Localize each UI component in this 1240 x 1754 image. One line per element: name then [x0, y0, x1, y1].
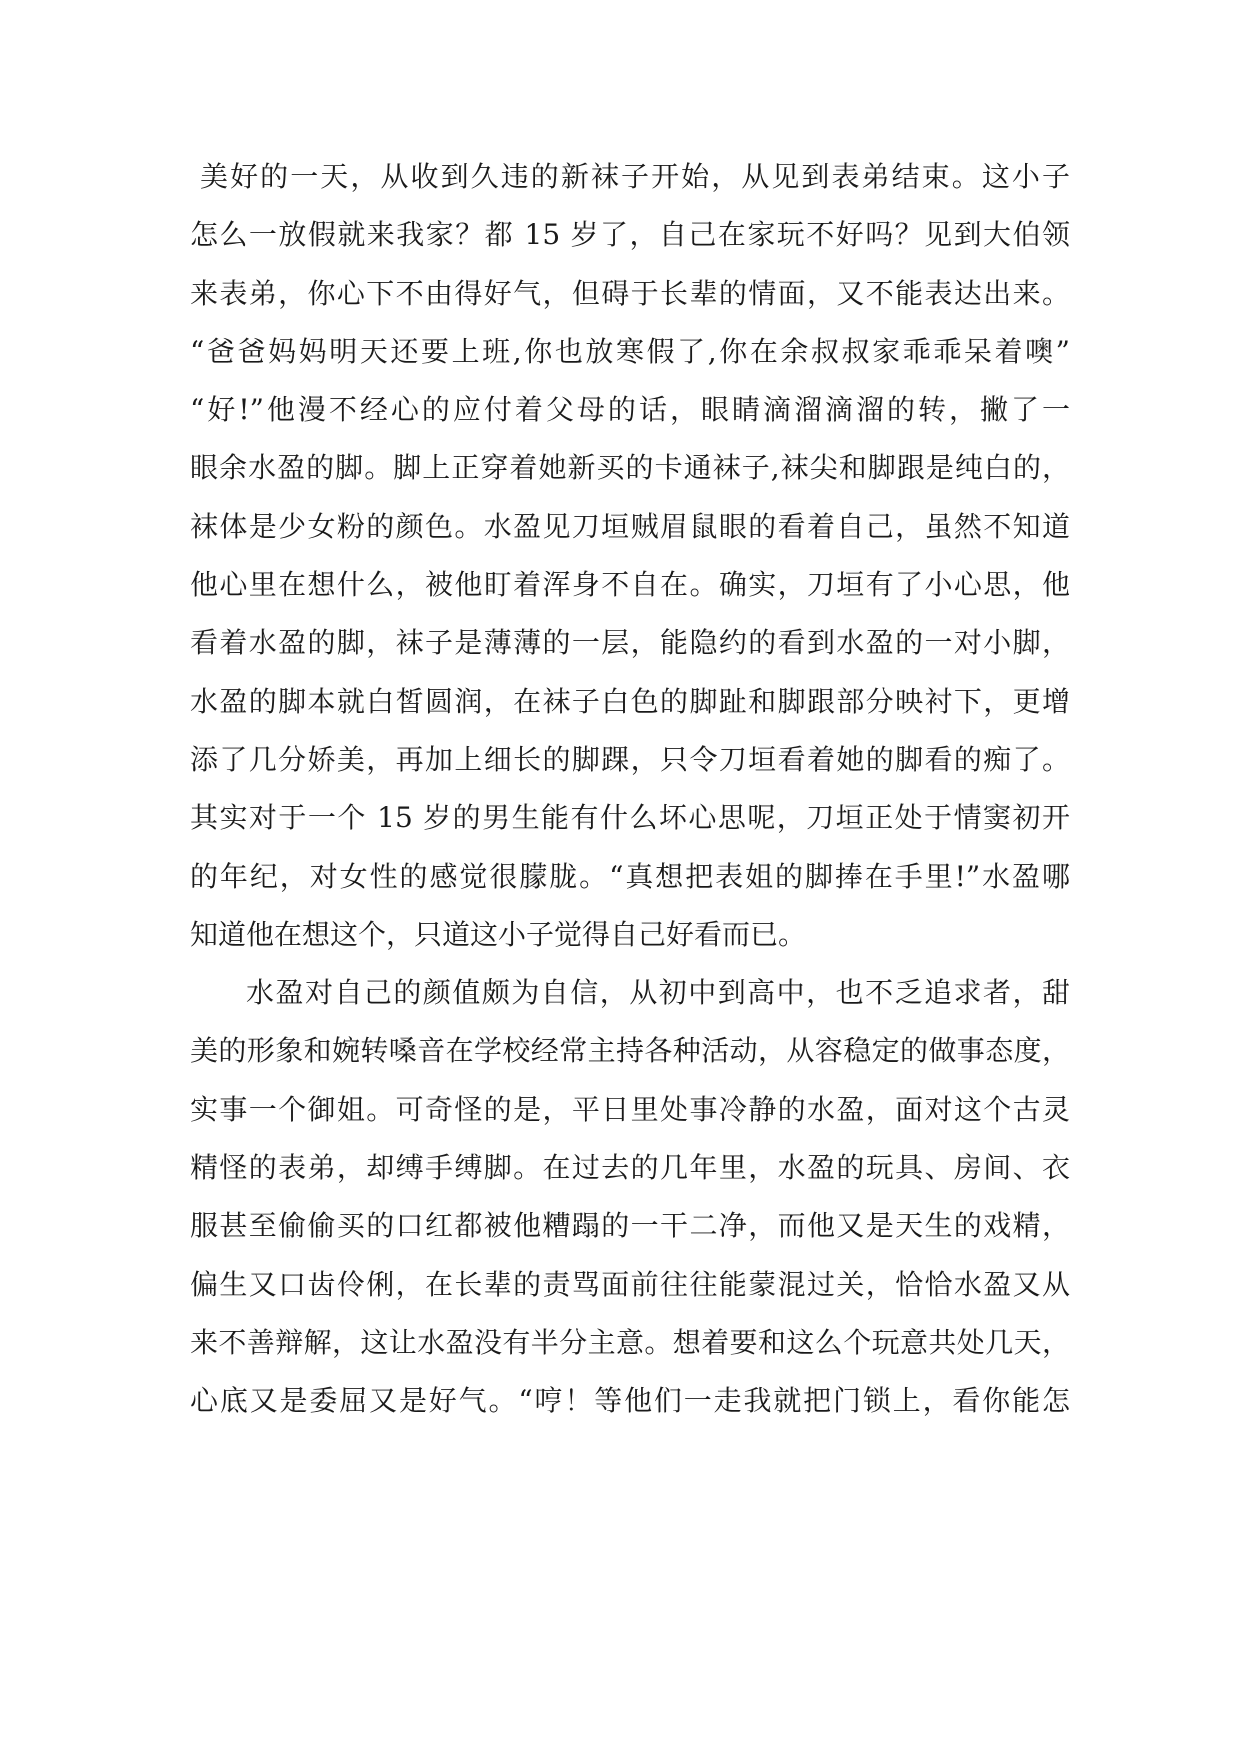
text-line: 来不善辩解，这让水盈没有半分主意。想着要和这么个玩意共处几天， [190, 1325, 1070, 1359]
text-line: 来表弟，你心下不由得好气，但碍于长辈的情面，又不能表达出来。 [190, 276, 1070, 310]
text-line: 水盈的脚本就白皙圆润，在袜子白色的脚趾和脚跟部分映衬下，更增 [190, 684, 1070, 718]
text-line: 袜体是少女粉的颜色。水盈见刀垣贼眉鼠眼的看着自己，虽然不知道 [190, 509, 1070, 543]
text-line: 偏生又口齿伶俐，在长辈的责骂面前往往能蒙混过关，恰恰水盈又从 [190, 1267, 1070, 1301]
text-line: 眼余水盈的脚。脚上正穿着她新买的卡通袜子,袜尖和脚跟是纯白的， [190, 451, 1070, 485]
text-line: 的年纪，对女性的感觉很朦胧。“真想把表姐的脚捧在手里!”水盈哪 [190, 859, 1070, 893]
text-line: 添了几分娇美，再加上细长的脚踝，只令刀垣看着她的脚看的痴了。 [190, 742, 1070, 776]
text-line: 知道他在想这个，只道这小子觉得自己好看而已。 [190, 917, 807, 951]
text-line: 美好的一天，从收到久违的新袜子开始，从见到表弟结束。这小子 [200, 160, 1070, 193]
text-line: “爸爸妈妈明天还要上班,你也放寒假了,你在余叔叔家乖乖呆着噢” [190, 334, 1070, 368]
text-line: 实事一个御姐。可奇怪的是，平日里处事冷静的水盈，面对这个古灵 [190, 1092, 1070, 1126]
text-line: “好!”他漫不经心的应付着父母的话，眼睛滴溜滴溜的转，撇了一 [190, 393, 1070, 427]
body-text [190, 148, 1070, 1431]
text-line: 服甚至偷偷买的口红都被他糟蹋的一干二净，而他又是天生的戏精， [190, 1209, 1070, 1243]
text-line: 怎么一放假就来我家？都 15 岁了，自己在家玩不好吗？见到大伯领 [190, 218, 1070, 252]
text-line: 其实对于一个 15 岁的男生能有什么坏心思呢，刀垣正处于情窦初开 [190, 801, 1070, 835]
text-line: 水盈对自己的颜值颇为自信，从初中到高中，也不乏追求者，甜 [246, 976, 1070, 1010]
text-line: 他心里在想什么，被他盯着浑身不自在。确实，刀垣有了小心思，他 [190, 568, 1070, 602]
text-line: 精怪的表弟，却缚手缚脚。在过去的几年里，水盈的玩具、房间、衣 [190, 1151, 1070, 1185]
text-line: 心底又是委屈又是好气。“哼！等他们一走我就把门锁上，看你能怎 [190, 1384, 1070, 1418]
text-line: 看着水盈的脚，袜子是薄薄的一层，能隐约的看到水盈的一对小脚， [190, 626, 1070, 660]
text-line: 美的形象和婉转嗓音在学校经常主持各种活动，从容稳定的做事态度， [190, 1034, 1070, 1068]
